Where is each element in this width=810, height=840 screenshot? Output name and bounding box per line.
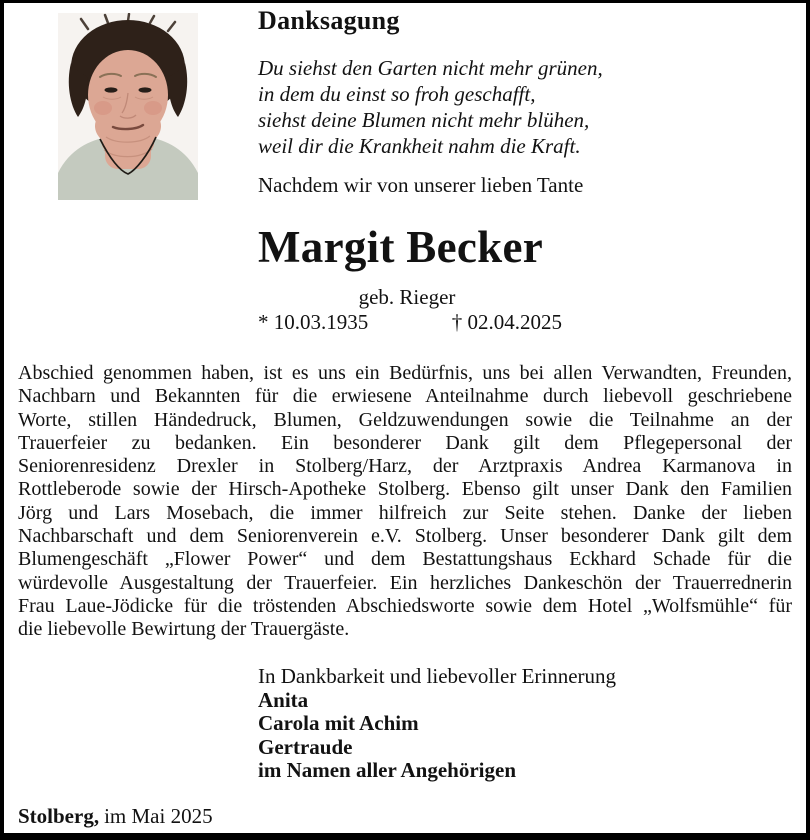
body-line: Blumengeschäft „Flower Power“ und dem Bestattungshaus Eckhard Schade für die — [18, 548, 792, 571]
mourner-name: Gertraude — [258, 734, 353, 759]
body-line: Frau Laue-Jödicke für die tröstenden Abschiedsworte sowie dem Hotel „Wolfsmühle“ für — [18, 594, 792, 617]
mourner-name: im Namen aller Angehörigen — [258, 758, 517, 783]
place: Stolberg, — [18, 804, 100, 828]
body-line: Seniorenresidenz Drexler in Stolberg/Harz, der Arztpraxis Andrea Karmanova in — [18, 455, 792, 478]
body-line: würdevolle Ausgestaltung der Trauerfeier. Ein herzliches Dankeschön der Trauerrednerin — [18, 571, 792, 594]
memorial-poem — [258, 55, 603, 159]
body-line: Rottleberode sowie der Hirsch-Apotheke Stolberg. Ebenso gilt unser Dank den Familien — [18, 478, 792, 501]
place-date-line — [18, 804, 213, 829]
intro-line: Nachdem wir von unserer lieben Tante — [258, 173, 584, 197]
mourner-name: Carola mit Achim — [258, 711, 419, 736]
poem-line: in dem du einst so froh geschafft, — [258, 82, 536, 106]
closing-block — [258, 665, 616, 783]
body-line: die liebevolle Bewirtung der Trauergäste. — [18, 618, 350, 641]
mourner-name: Anita — [258, 687, 309, 712]
life-dates — [258, 310, 562, 335]
poem-line: Du siehst den Garten nicht mehr grünen, — [258, 56, 603, 80]
notice-type-heading: Danksagung — [258, 6, 400, 35]
body-line: Worte, stillen Händedruck, Blumen, Geldzuwendungen sowie die Teilnahme an der — [18, 408, 792, 431]
closing-intro: In Dankbarkeit und liebevoller Erinnerung — [258, 664, 617, 688]
poem-line: weil dir die Krankheit nahm die Kraft. — [258, 134, 581, 158]
left-cheek-blush — [94, 101, 112, 115]
deceased-portrait-photo — [58, 13, 198, 200]
death-date: † 02.04.2025 — [451, 310, 562, 334]
poem-line: siehst deine Blumen nicht mehr blühen, — [258, 108, 590, 132]
body-line: Trauerfeier zu bedanken. Ein besonderer Dank gilt dem Pflegepersonal der — [18, 431, 792, 454]
right-cheek-blush — [144, 101, 162, 115]
portrait-illustration — [58, 13, 198, 200]
thanks-paragraph — [18, 362, 792, 642]
date: im Mai 2025 — [104, 804, 213, 828]
maiden-name: geb. Rieger — [358, 285, 456, 309]
right-eye — [139, 87, 152, 92]
left-eye — [105, 87, 118, 92]
body-line: Nachbarschaft und dem Seniorenverein e.V. Stolberg. Unser besonderer Dank gilt dem — [18, 525, 792, 548]
body-line: Jörg und Lars Mosebach, die immer hilfreich zur Seite stehen. Danke der lieben — [18, 501, 792, 524]
deceased-name: Margit Becker — [258, 222, 544, 272]
birth-date: * 10.03.1935 — [258, 310, 369, 334]
body-line: Nachbarn und Bekannten für die erwiesene Anteilnahme durch liebevoll geschriebene — [18, 385, 792, 408]
body-line: Abschied genommen haben, ist es uns ein Bedürfnis, uns bei allen Verwandten, Freunden, — [18, 362, 792, 384]
